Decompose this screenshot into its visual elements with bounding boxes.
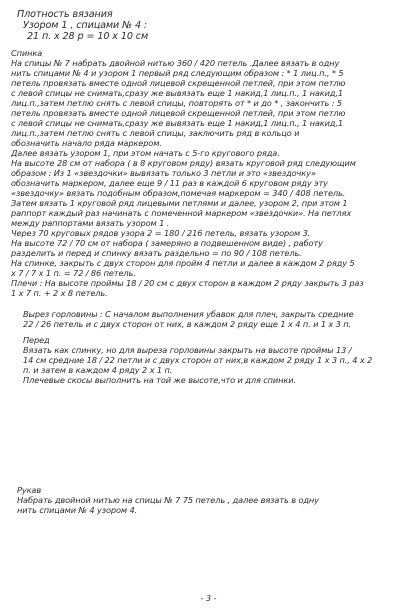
- text-line: На спицы № 7 набрать двойной нитью 360 / 420 петель .Далее вязать в одну: [11, 57, 340, 68]
- text-line: Затем вязать 1 круговой ряд лицевыми петлями и далее, узором 2, при этом 1: [11, 197, 348, 208]
- text-line: Набрать двойной нитью на спицы № 7 75 петель , далее вязать в одну: [17, 494, 319, 505]
- text-line: лиц.п.,затем петлю снять с левой спицы, повторять от * и до * , закончить : 5: [11, 97, 343, 108]
- text-line: На спинке, закрыть с двух сторон для пройм 4 петли и далее в каждом 2 ряду 5: [11, 257, 355, 268]
- text-line: обозначить начало ряда маркером.: [11, 137, 162, 148]
- sleeve-title: Рукав: [17, 484, 42, 495]
- gauge-section: [17, 9, 399, 43]
- text-line: нить спицами № 4 узором 4.: [17, 504, 138, 515]
- text-line: Вырез горловины : С началом выполнения убавок для плеч, закрыть средние: [23, 308, 354, 319]
- front-section: [23, 335, 399, 385]
- back-title: Спинка: [11, 47, 43, 58]
- text-line: Вязать как спинку, но для выреза горловины закрыть на высоте проймы 13 /: [23, 344, 352, 355]
- text-line: нить спицами № 4 и узором 1 первый ряд следующим образом : * 1 лиц.п., * 5: [11, 67, 344, 78]
- text-line: петель провязать вместе одной лицевой скрещенной петлей, при этом петлю: [11, 77, 346, 88]
- text-line: «звездочку» вязать подобным образом,помечая маркером = 340 / 408 петель.: [11, 187, 346, 198]
- text-line: Плечи : На высоте проймы 18 / 20 см с двух сторон в каждом 2 ряду закрыть 3 раз: [11, 277, 364, 288]
- gauge-title: Плотность вязания: [17, 9, 113, 20]
- sleeve-text: [17, 495, 399, 515]
- text-line: лиц.п.,затем петлю снять с левой спицы, заключить ряд в кольцо и: [11, 127, 300, 138]
- gauge-pattern: Узором 1 , спицами № 4 :: [23, 20, 148, 32]
- sleeve-section: [17, 485, 399, 515]
- neckline-section: [23, 309, 399, 329]
- text-line: Плечевые скосы выполнить на той же высоте,что и для спинки.: [23, 374, 296, 385]
- text-line: 1 х 7 п. + 2 х 8 петель.: [11, 287, 108, 298]
- text-line: х 7 / 7 х 1 п. = 72 / 86 петель.: [11, 267, 136, 278]
- text-line: петель провязать вместе одной лицевой скрещенной петлей, при этом петлю: [11, 107, 346, 118]
- text-line: 14 см средние 18 / 22 петли и с двух сторон от них,в каждом 2 ряду 1 х 3 п., 4 х 2: [23, 354, 373, 365]
- front-text: [23, 345, 399, 385]
- text-line: с левой спицы не снимать,сразу же вывязать еще 1 накид,1 лиц.п., 1 накид,1: [11, 117, 343, 128]
- back-section: [11, 48, 399, 298]
- back-text: [11, 58, 399, 298]
- text-line: На высоте 28 см от набора ( в 8 круговом ряду) вязать круговой ряд следующим: [11, 157, 356, 168]
- text-line: Далее вязать узором 1, при этом начать с 5-го кругового ряда.: [11, 147, 280, 158]
- text-line: п. и затем в каждом 4 ряду 2 х 1 п.: [23, 364, 173, 375]
- text-line: между раппортами вязать узором 1 .: [11, 217, 170, 228]
- text-line: образом : Из 1 «звездочки» вывязать только 3 петли и это «звездочку»: [11, 167, 316, 178]
- gauge-value: 21 п. х 28 р = 10 х 10 см: [27, 31, 149, 43]
- page-number: - 3 -: [200, 594, 217, 603]
- text-line: раппорт каждый раз начинать с помеченной маркером «звездочки». На петлях: [11, 207, 352, 218]
- front-title: Перед: [23, 334, 50, 345]
- text-line: обозначить маркером, далее еще 9 / 11 раз в каждой 6 круговом ряду эту: [11, 177, 328, 188]
- text-line: с левой спицы не снимать,сразу же вывязать еще 1 накид,1 лиц.п., 1 накид,1: [11, 87, 343, 98]
- text-line: Через 70 круговых рядов узора 2 = 180 / 216 петель, вязать узором 3.: [11, 227, 311, 238]
- text-line: На высоте 72 / 70 см от набора ( замеряно в подвешенном виде) , работу: [11, 237, 323, 248]
- text-line: 22 / 26 петель и с двух сторон от них, в каждом 2 ряду еще 1 х 4 п. и 1 х 3 п.: [23, 318, 352, 329]
- text-line: разделить и перед и спинку вязать раздельно = по 90 / 108 петель.: [11, 247, 302, 258]
- neckline-text: [23, 309, 399, 329]
